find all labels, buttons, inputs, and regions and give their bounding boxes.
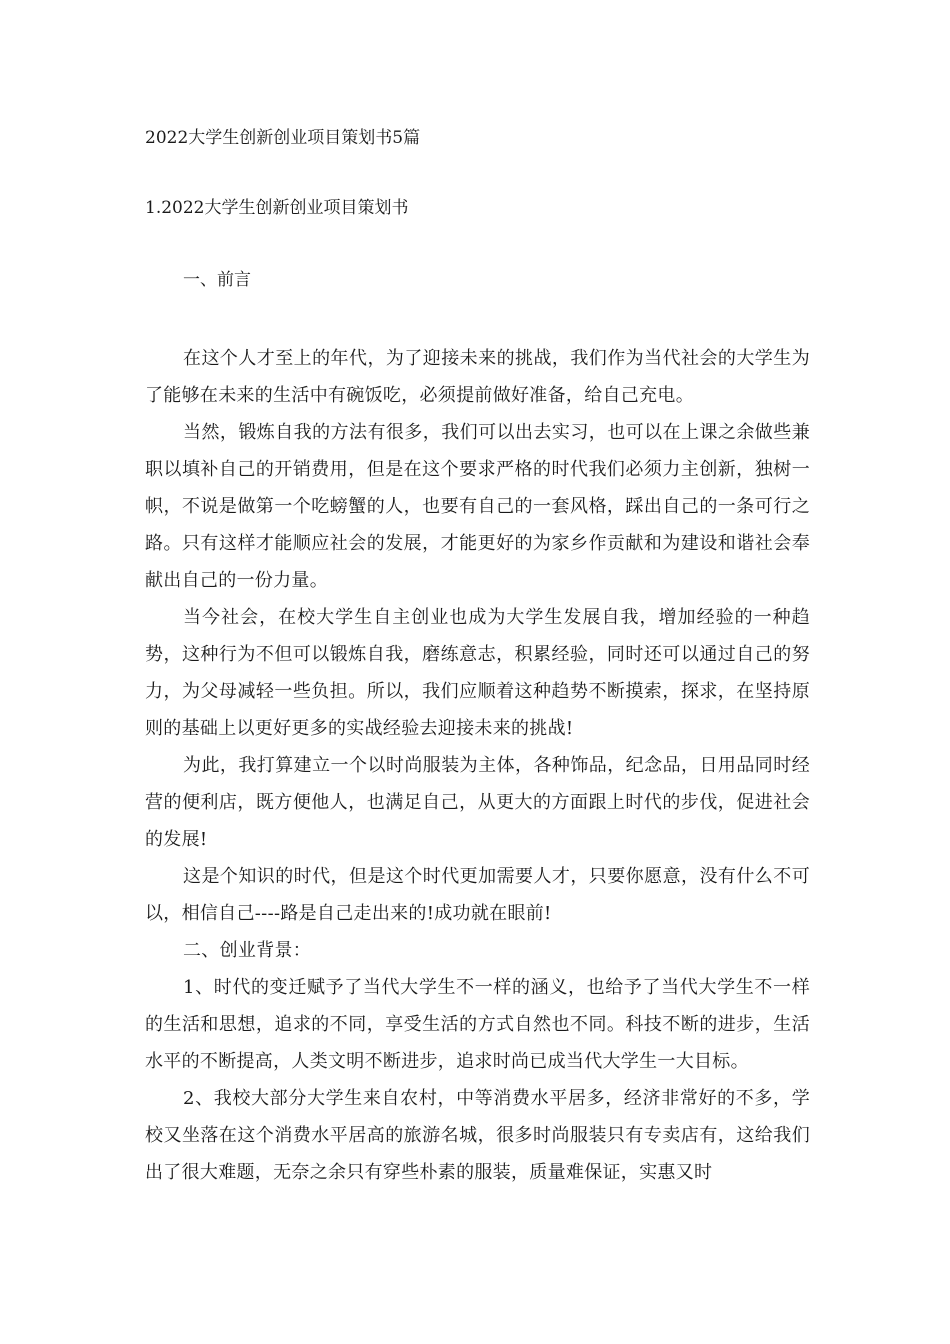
section-heading-background: 二、创业背景： — [183, 940, 312, 961]
document-title: 2022大学生创新创业项目策划书5篇 — [145, 128, 421, 148]
preface-paragraph-3: 当今社会，在校大学生自主创业也成为大学生发展自我，增加经验的一种趋势，这种行为不但可以锻炼自我，磨练意志，积累经验，同时还可以通过自己的努力，为父母减轻一些负担。所以，我们应顺着这种趋势不断摸索，探求，在坚持原则的基础上以更好更多的实战经验去迎接未来的挑战! — [145, 607, 810, 739]
document-content — [145, 124, 810, 1191]
document-subtitle: 1.2022大学生创新创业项目策划书 — [145, 198, 409, 218]
background-paragraph-2: 2、我校大部分大学生来自农村，中等消费水平居多，经济非常好的不多，学校又坐落在这个消费水平居高的旅游名城，很多时尚服装只有专卖店有，这给我们出了很大难题，无奈之余只有穿些朴素的服装，质量难保证，实惠又时 — [145, 1088, 810, 1183]
preface-paragraph-5: 这是个知识的时代，但是这个时代更加需要人才，只要你愿意，没有什么不可以，相信自己----路是自己走出来的!成功就在眼前! — [145, 866, 810, 924]
preface-paragraph-4: 为此，我打算建立一个以时尚服装为主体，各种饰品，纪念品，日用品同时经营的便利店，既方便他人，也满足自己，从更大的方面跟上时代的步伐，促进社会的发展! — [145, 755, 810, 850]
section-heading-preface: 一、前言 — [183, 270, 251, 290]
background-paragraph-1: 1、时代的变迁赋予了当代大学生不一样的涵义，也给予了当代大学生不一样的生活和思想，追求的不同，享受生活的方式自然也不同。科技不断的进步，生活水平的不断提高，人类文明不断进步，追求时尚已成当代大学生一大目标。 — [145, 977, 810, 1072]
preface-paragraph-2: 当然，锻炼自我的方法有很多，我们可以出去实习，也可以在上课之余做些兼 职以填补自己的开销费用，但是在这个要求严格的时代我们必须力主创新，独树一帜，不说是做第一个吃螃蟹的人，也要有自己的一套风格，踩出自己的一条可行之路。只有这样才能顺应社会的发展，才能更好的为家乡作贡献和为建设和谐社会奉献出自己的一份力量。 — [145, 422, 810, 591]
preface-paragraph-1: 在这个人才至上的年代，为了迎接未来的挑战，我们作为当代社会的大学生为了能够在未来的生活中有碗饭吃，必须提前做好准备，给自己充电。 — [145, 348, 810, 406]
